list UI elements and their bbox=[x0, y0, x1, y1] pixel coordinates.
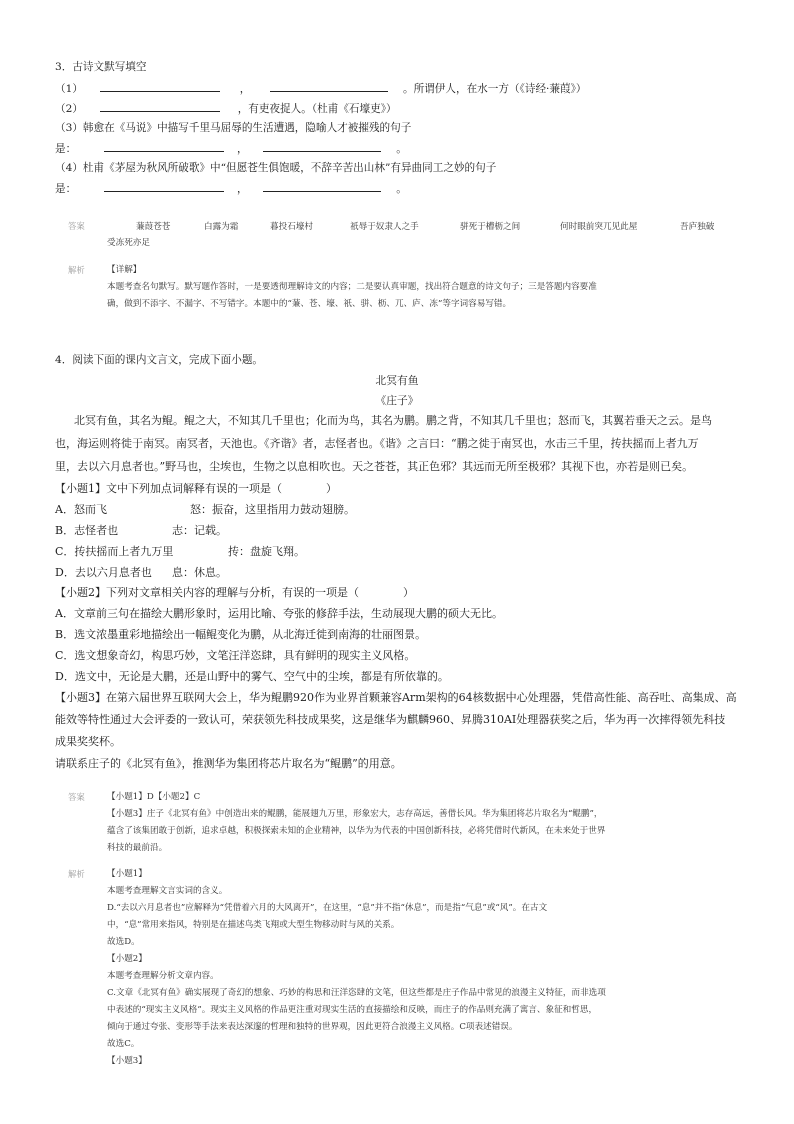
q4-analysis-line: 故选D。 bbox=[107, 937, 140, 947]
q4-analysis-line: 故选C。 bbox=[107, 1039, 140, 1049]
q4-answer-line: 蕴含了该集团敢于创新，追求卓越，积极探索未知的企业精神，以华为为代表的中国创新科技，必将凭借时代新风，在未来处于世界 bbox=[107, 826, 606, 836]
blank-4b[interactable] bbox=[263, 181, 381, 192]
sub2-option-a[interactable]: A．文章前三句在描绘大鹏形象时，运用比喻、夸张的修辞手法，生动展现大鹏的硕大无比。 bbox=[55, 607, 503, 620]
passage-line: 也，海运则将徙于南冥。南冥者，天池也。《齐谐》者，志怪者也。《谐》之言曰：“鹏之徙于南冥也，水击三千里，抟扶摇而上者九万 bbox=[55, 437, 699, 450]
q4-answer-tag: 答案 bbox=[68, 792, 85, 802]
passage-author: 《庄子》 bbox=[375, 394, 419, 407]
q4-answer-line: 【小题3】庄子《北冥有鱼》中创造出来的鲲鹏，能展翅九万里，形象宏大，志存高远，善借长风。华为集团将芯片取名为“鲲鹏”， bbox=[107, 809, 603, 819]
q4-analysis-line: D.“去以六月息者也”应解释为“凭借着六月的大风离开”，在这里，“息”并不指“休息”，而是指“气息”或“风”。在古文 bbox=[107, 903, 548, 913]
q3-item2 bbox=[55, 101, 397, 116]
q3-item4-prompt: （4）杜甫《茅屋为秋风所破歌》中“但愿苍生俱饱暖，不辞辛苦出山林”有异曲同工之妙的句子 bbox=[55, 162, 497, 174]
sub2-option-c[interactable]: C．选文想象奇幻，构思巧妙，文笔汪洋恣肆，具有鲜明的现实主义风格。 bbox=[55, 649, 416, 662]
sub1-stem: 【小题1】文中下列加点词解释有误的一项是（ ） bbox=[55, 482, 337, 495]
sub2-stem: 【小题2】下列对文章相关内容的理解与分析，有误的一项是（ ） bbox=[55, 586, 414, 599]
blank-1b[interactable] bbox=[270, 81, 388, 92]
q3-item3-prompt: （3）韩愈在《马说》中描写千里马屈辱的生活遭遇，隐喻人才被摧残的句子 bbox=[55, 122, 412, 134]
q4-analysis-line: 本题考查理解文言实词的含义。 bbox=[107, 886, 228, 896]
q4-analysis-line: 【小题2】 bbox=[107, 954, 147, 964]
answer-word: 吾庐独破 bbox=[680, 222, 715, 232]
q3-item2-num: （2） bbox=[55, 103, 83, 115]
sub2-option-d[interactable]: D．选文中，无论是大鹏，还是山野中的雾气、空气中的尘埃，都是有所依靠的。 bbox=[55, 670, 449, 683]
q3-item4-end: 。 bbox=[396, 183, 407, 195]
sub1-option-d[interactable]: D．去以六月息者也 bbox=[55, 566, 152, 579]
q3-item1-tail: 。所谓伊人，在水一方（《诗经·蒹葭》） bbox=[403, 83, 587, 95]
sub1-option-a[interactable]: A．怒而飞 bbox=[55, 503, 107, 516]
q3-item3-answer-line bbox=[55, 141, 407, 156]
blank-2[interactable] bbox=[100, 101, 220, 112]
sub1-gloss-a: 怒：振奋，这里指用力鼓动翅膀。 bbox=[190, 503, 355, 516]
q3-item3-sep: ， bbox=[236, 143, 248, 155]
q4-analysis-line: 【小题3】 bbox=[107, 1056, 147, 1066]
q3-item2-tail: ，有吏夜捉人。（杜甫《石壕吏》） bbox=[237, 103, 397, 115]
blank-3b[interactable] bbox=[263, 141, 381, 152]
blank-3a[interactable] bbox=[104, 141, 224, 152]
q3-item1 bbox=[55, 81, 587, 96]
q4-answer-line: 【小题1】D【小题2】C bbox=[107, 792, 201, 802]
answer-word: 何时眼前突兀见此屋 bbox=[560, 222, 638, 232]
answer-word: 暮投石壕村 bbox=[270, 222, 313, 232]
answer-word: 白露为霜 bbox=[204, 222, 239, 232]
passage-title: 北冥有鱼 bbox=[375, 374, 419, 387]
q3-item4-answer-line bbox=[55, 181, 407, 196]
answer-word: 蒹葭苍苍 bbox=[136, 222, 171, 232]
q4-analysis-line: 【小题1】 bbox=[107, 869, 147, 879]
q3-title: 3．古诗文默写填空 bbox=[55, 61, 147, 73]
sub3-question: 请联系庄子的《北冥有鱼》，推测华为集团将芯片取名为“鲲鹏”的用意。 bbox=[55, 757, 402, 770]
q4-analysis-line: 中表述的“现实主义风格”。现实主义风格的作品更注重对现实生活的直接描绘和反映，而庄子的作品则充满了寓言、象征和哲思， bbox=[107, 1005, 598, 1015]
q4-analysis-line: 中，“息”常用来指风，特别是在描述鸟类飞翔或大型生物移动时与风的关系。 bbox=[107, 920, 400, 930]
passage-line: 北冥有鱼，其名为鲲。鲲之大，不知其几千里也；化而为鸟，其名为鹏。鹏之背，不知其几千里也；怒而飞，其翼若垂天之云。是鸟 bbox=[74, 414, 712, 427]
q4-title: 4．阅读下面的课内文言文，完成下面小题。 bbox=[55, 354, 264, 366]
q4-analysis-line: 本题考查理解分析文章内容。 bbox=[107, 971, 219, 981]
sub1-gloss-d: 息：休息。 bbox=[172, 566, 227, 579]
q3-analysis-line: 本题考查名句默写。默写题作答时，一是要透彻理解诗文的内容；二是要认真审题，找出符合题意的诗文句子；三是答题内容要准 bbox=[107, 282, 597, 292]
sub1-gloss-b: 志：记载。 bbox=[172, 524, 227, 537]
q3-item1-sep: ， bbox=[239, 83, 251, 95]
q3-item4-sep: ， bbox=[236, 183, 248, 195]
sub1-option-b[interactable]: B．志怪者也 bbox=[55, 524, 119, 537]
q4-analysis-tag: 解析 bbox=[68, 869, 85, 879]
answer-word: 骈死于槽枥之间 bbox=[460, 222, 521, 232]
answer-word: 祇辱于奴隶人之手 bbox=[350, 222, 419, 232]
q3-item3-end: 。 bbox=[396, 143, 407, 155]
q3-item1-num: （1） bbox=[55, 83, 83, 95]
answer-word: 受冻死亦足 bbox=[107, 238, 150, 248]
sub1-gloss-c: 抟：盘旋飞翔。 bbox=[228, 545, 305, 558]
q3-answer-tag: 答案 bbox=[68, 221, 85, 231]
sub3-line: 【小题3】在第六届世界互联网大会上，华为鲲鹏920作为业界首颗兼容Arm架构的64核数据中心处理器，凭借高性能、高吞吐、高集成、高 bbox=[55, 691, 737, 704]
sub1-option-c[interactable]: C．抟扶摇而上者九万里 bbox=[55, 545, 174, 558]
blank-4a[interactable] bbox=[104, 181, 224, 192]
q3-analysis-line: 确，做到不添字、不漏字、不写错字。本题中的“蒹、苍、壕、祇、骈、枥、兀、庐、冻”等字词容易写错。 bbox=[107, 299, 512, 309]
q3-analysis-tag: 解析 bbox=[68, 265, 85, 275]
sub3-line: 成果奖奖杯。 bbox=[55, 735, 121, 748]
q3-item3-prefix: 是： bbox=[55, 143, 77, 155]
q3-analysis-head: 【详解】 bbox=[107, 265, 142, 275]
sub2-option-b[interactable]: B．选文浓墨重彩地描绘出一幅鲲变化为鹏，从北海迁徙到南海的壮丽图景。 bbox=[55, 628, 427, 641]
sub3-line: 能效等特性通过大会评委的一致认可，荣获领先科技成果奖，这是继华为麒麟960、昇腾310AI处理器获奖之后，华为再一次摔得领先科技 bbox=[55, 713, 726, 726]
blank-1a[interactable] bbox=[100, 81, 220, 92]
q4-answer-line: 科技的最前沿。 bbox=[107, 843, 168, 853]
passage-line: 里，去以六月息者也。”野马也，尘埃也，生物之以息相吹也。天之苍苍，其正色邪？其远而无所至极邪？其视下也，亦若是则已矣。 bbox=[55, 460, 694, 473]
q4-analysis-line: C.文章《北冥有鱼》确实展现了奇幻的想象、巧妙的构思和汪洋恣肆的文笔，但这些都是庄子作品中常见的浪漫主义特征，而非选项 bbox=[107, 988, 606, 998]
q4-analysis-line: 倾向于通过夸张、变形等手法来表达深邃的哲理和独特的世界观，因此更符合浪漫主义风格。C项表述错误。 bbox=[107, 1022, 518, 1032]
q3-item4-prefix: 是： bbox=[55, 183, 77, 195]
